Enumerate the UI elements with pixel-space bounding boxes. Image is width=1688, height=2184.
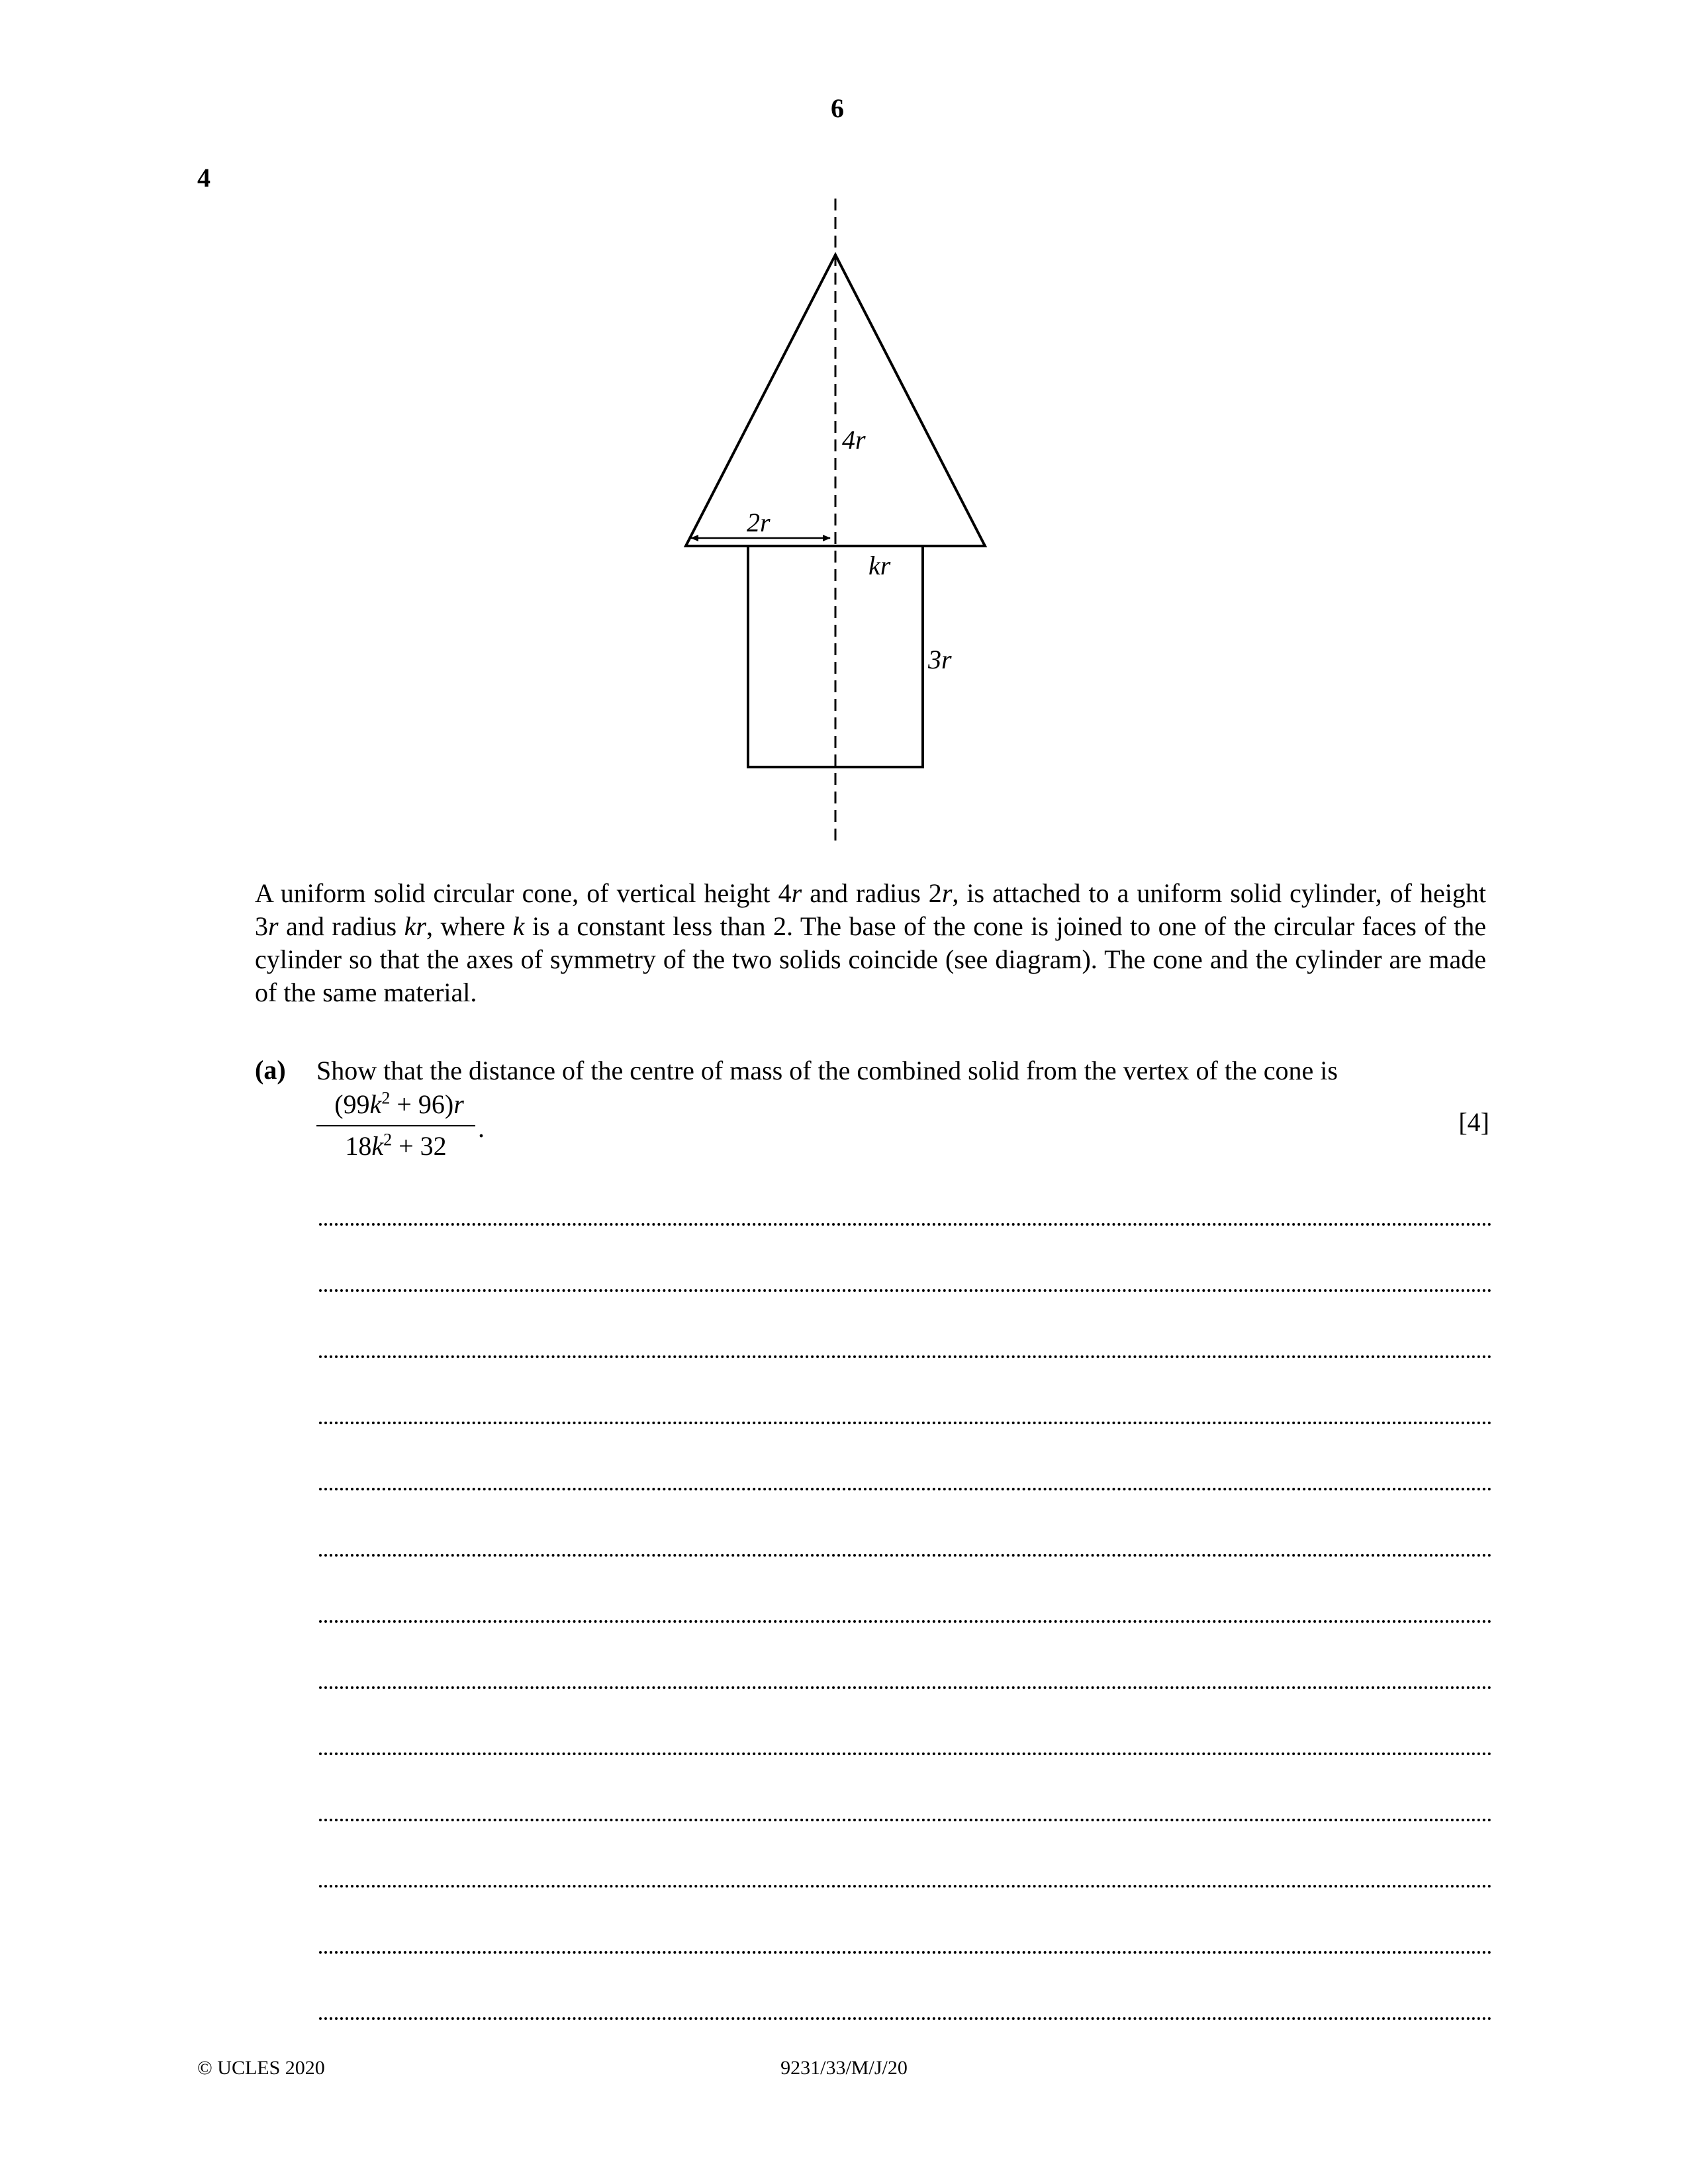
fraction-full-stop: .	[478, 1113, 485, 1143]
centre-of-mass-fraction	[316, 1089, 495, 1175]
answer-line[interactable]	[319, 1289, 1492, 1292]
marks-allocation: [4]	[1458, 1107, 1489, 1137]
label-cone-height: 4r	[842, 425, 866, 455]
question-number: 4	[197, 163, 211, 193]
footer-paper-code: 9231/33/M/J/20	[780, 2057, 908, 2079]
answer-line[interactable]	[319, 1951, 1492, 1954]
answer-line[interactable]	[319, 1554, 1492, 1557]
part-a-text: Show that the distance of the centre of mass of the combined solid from the vertex of the cone is	[316, 1056, 1338, 1085]
fraction-bar	[316, 1125, 475, 1126]
fraction-denominator: $18k^2 + 32$	[345, 1130, 447, 1161]
answer-line[interactable]	[319, 1620, 1492, 1623]
fraction-numerator: $(99k^2 + 96)r$	[334, 1088, 464, 1119]
cone-cylinder-diagram	[0, 0, 1688, 860]
label-cylinder-height: 3r	[928, 645, 952, 674]
answer-line[interactable]	[319, 1355, 1492, 1358]
part-a-label: (a)	[255, 1055, 286, 1085]
page-number: 6	[831, 93, 844, 123]
answer-line[interactable]	[319, 1488, 1492, 1490]
answer-line[interactable]	[319, 1422, 1492, 1424]
answer-line[interactable]	[319, 1223, 1492, 1226]
answer-line[interactable]	[319, 1819, 1492, 1821]
answer-line[interactable]	[319, 1686, 1492, 1689]
label-cone-radius: 2r	[747, 508, 771, 537]
footer-copyright: © UCLES 2020	[197, 2057, 325, 2079]
label-cylinder-radius: kr	[868, 551, 891, 580]
answer-line[interactable]	[319, 1752, 1492, 1755]
answer-line[interactable]	[319, 2017, 1492, 2020]
question-stem: A uniform solid circular cone, of vertical height 4r and radius 2r, is attached to a uniform solid cylinder, of height 3r and radius kr, where k is a constant less than 2. The base of the cone is joined to one of the circular faces of the cylinder so that the axes of symmetry of the two solids coincide (see diagram). The cone and the cylinder are made of the same material.	[255, 878, 1487, 1007]
answer-line[interactable]	[319, 1885, 1492, 1888]
